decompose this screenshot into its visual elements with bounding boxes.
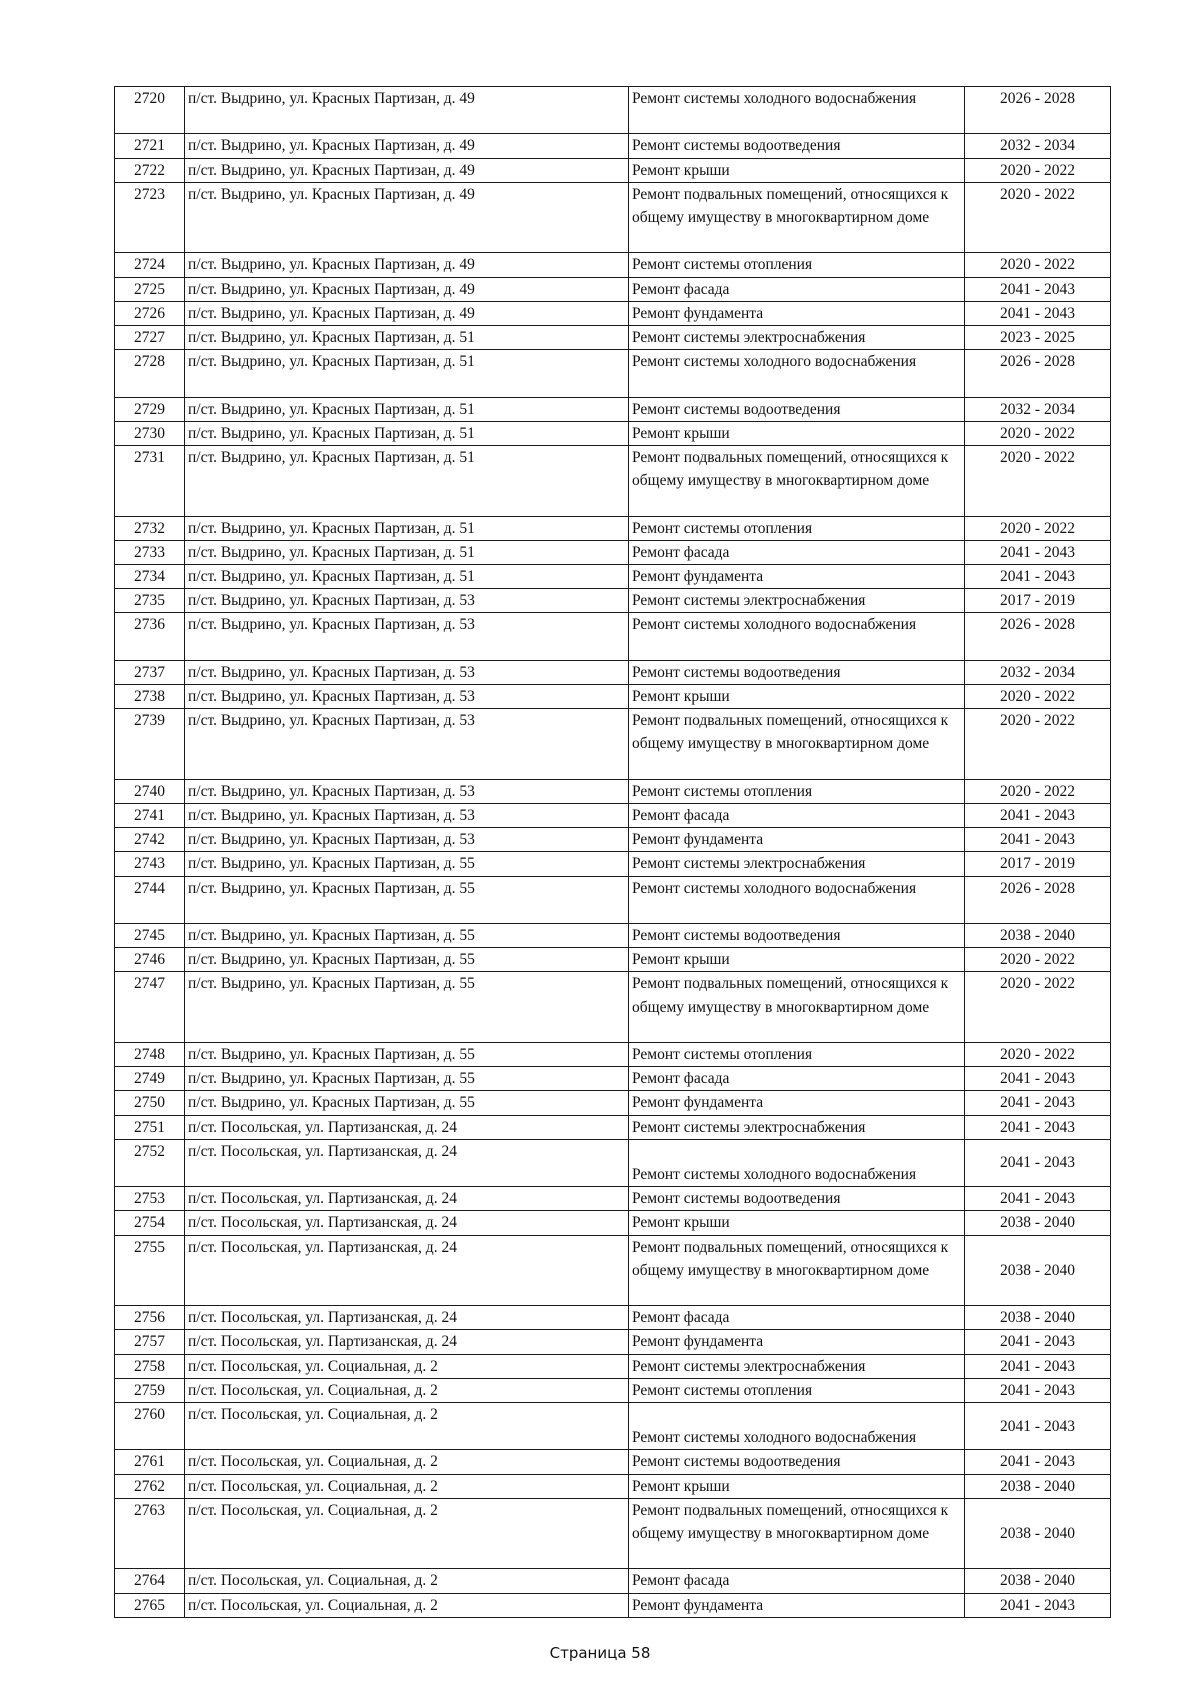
table-row [115, 948, 1111, 972]
work-type-cell: Ремонт подвальных помещений, относящихся к общему имуществу в многоквартирном доме [629, 182, 965, 253]
table-row [115, 1450, 1111, 1474]
address-cell: п/ст. Выдрино, ул. Красных Партизан, д. 49 [185, 277, 629, 301]
table-row [115, 1235, 1111, 1306]
address-cell: п/ст. Выдрино, ул. Красных Партизан, д. 53 [185, 709, 629, 780]
work-type-cell: Ремонт системы отопления [629, 253, 965, 277]
work-type-cell: Ремонт системы отопления [629, 779, 965, 803]
address-cell: п/ст. Посольская, ул. Социальная, д. 2 [185, 1378, 629, 1402]
period-cell: 2020 - 2022 [965, 516, 1111, 540]
work-type-cell: Ремонт системы водоотведения [629, 397, 965, 421]
table-row [115, 397, 1111, 421]
address-cell: п/ст. Посольская, ул. Партизанская, д. 24 [185, 1306, 629, 1330]
table-row [115, 253, 1111, 277]
table-row [115, 540, 1111, 564]
page-number: Страница 58 [549, 1644, 651, 1662]
address-cell: п/ст. Выдрино, ул. Красных Партизан, д. 51 [185, 397, 629, 421]
work-type-cell: Ремонт подвальных помещений, относящихся к общему имуществу в многоквартирном доме [629, 1235, 965, 1306]
work-type-cell: Ремонт системы отопления [629, 1043, 965, 1067]
address-cell: п/ст. Выдрино, ул. Красных Партизан, д. 55 [185, 1091, 629, 1115]
period-cell: 2032 - 2034 [965, 660, 1111, 684]
period-cell: 2026 - 2028 [965, 876, 1111, 923]
row-number-cell: 2762 [115, 1474, 185, 1498]
table-row [115, 1187, 1111, 1211]
work-type-cell: Ремонт системы холодного водоснабжения [629, 350, 965, 397]
work-type-cell: Ремонт системы электроснабжения [629, 326, 965, 350]
work-type-cell: Ремонт подвальных помещений, относящихся к общему имуществу в многоквартирном доме [629, 972, 965, 1043]
period-cell: 2041 - 2043 [965, 1139, 1111, 1186]
row-number-cell: 2763 [115, 1498, 185, 1569]
address-cell: п/ст. Выдрино, ул. Красных Партизан, д. 49 [185, 87, 629, 134]
row-number-cell: 2758 [115, 1354, 185, 1378]
table-row [115, 779, 1111, 803]
work-type-cell: Ремонт системы электроснабжения [629, 1115, 965, 1139]
work-type-cell: Ремонт крыши [629, 1211, 965, 1235]
address-cell: п/ст. Выдрино, ул. Красных Партизан, д. 55 [185, 972, 629, 1043]
table-row [115, 613, 1111, 660]
row-number-cell: 2736 [115, 613, 185, 660]
table-row [115, 1306, 1111, 1330]
row-number-cell: 2720 [115, 87, 185, 134]
work-type-cell: Ремонт фасада [629, 540, 965, 564]
row-number-cell: 2739 [115, 709, 185, 780]
period-cell: 2038 - 2040 [965, 1474, 1111, 1498]
row-number-cell: 2751 [115, 1115, 185, 1139]
work-type-cell: Ремонт системы холодного водоснабжения [629, 87, 965, 134]
row-number-cell: 2735 [115, 589, 185, 613]
work-type-cell: Ремонт системы электроснабжения [629, 589, 965, 613]
table-row [115, 972, 1111, 1043]
period-cell: 2038 - 2040 [965, 924, 1111, 948]
row-number-cell: 2760 [115, 1403, 185, 1450]
address-cell: п/ст. Посольская, ул. Социальная, д. 2 [185, 1403, 629, 1450]
work-type-cell: Ремонт системы электроснабжения [629, 852, 965, 876]
address-cell: п/ст. Посольская, ул. Партизанская, д. 24 [185, 1139, 629, 1186]
table-row [115, 828, 1111, 852]
address-cell: п/ст. Посольская, ул. Социальная, д. 2 [185, 1498, 629, 1569]
work-type-cell: Ремонт фундамента [629, 565, 965, 589]
row-number-cell: 2764 [115, 1569, 185, 1593]
table-row [115, 182, 1111, 253]
address-cell: п/ст. Выдрино, ул. Красных Партизан, д. 51 [185, 326, 629, 350]
row-number-cell: 2726 [115, 301, 185, 325]
period-cell: 2041 - 2043 [965, 1330, 1111, 1354]
address-cell: п/ст. Выдрино, ул. Красных Партизан, д. 53 [185, 828, 629, 852]
table-row [115, 277, 1111, 301]
period-cell: 2041 - 2043 [965, 1091, 1111, 1115]
row-number-cell: 2757 [115, 1330, 185, 1354]
work-type-cell: Ремонт крыши [629, 421, 965, 445]
table-row [115, 87, 1111, 134]
address-cell: п/ст. Выдрино, ул. Красных Партизан, д. 49 [185, 301, 629, 325]
table-row [115, 134, 1111, 158]
work-type-cell: Ремонт системы холодного водоснабжения [629, 876, 965, 923]
row-number-cell: 2732 [115, 516, 185, 540]
address-cell: п/ст. Посольская, ул. Партизанская, д. 24 [185, 1330, 629, 1354]
period-cell: 2041 - 2043 [965, 1187, 1111, 1211]
work-type-cell: Ремонт системы водоотведения [629, 1187, 965, 1211]
work-type-cell: Ремонт фасада [629, 804, 965, 828]
row-number-cell: 2753 [115, 1187, 185, 1211]
table-row [115, 709, 1111, 780]
table-row [115, 158, 1111, 182]
table-row [115, 1593, 1111, 1617]
row-number-cell: 2746 [115, 948, 185, 972]
row-number-cell: 2754 [115, 1211, 185, 1235]
table-row [115, 1474, 1111, 1498]
table-row [115, 1378, 1111, 1402]
row-number-cell: 2741 [115, 804, 185, 828]
period-cell: 2032 - 2034 [965, 134, 1111, 158]
table-row [115, 1067, 1111, 1091]
table-row [115, 516, 1111, 540]
row-number-cell: 2721 [115, 134, 185, 158]
works-table [114, 86, 1111, 1618]
period-cell: 2041 - 2043 [965, 804, 1111, 828]
row-number-cell: 2724 [115, 253, 185, 277]
period-cell: 2020 - 2022 [965, 972, 1111, 1043]
table-row [115, 1569, 1111, 1593]
address-cell: п/ст. Посольская, ул. Партизанская, д. 24 [185, 1211, 629, 1235]
table-row [115, 1091, 1111, 1115]
table-row [115, 1211, 1111, 1235]
row-number-cell: 2745 [115, 924, 185, 948]
period-cell: 2020 - 2022 [965, 446, 1111, 517]
period-cell: 2041 - 2043 [965, 301, 1111, 325]
address-cell: п/ст. Выдрино, ул. Красных Партизан, д. 49 [185, 134, 629, 158]
row-number-cell: 2765 [115, 1593, 185, 1617]
period-cell: 2020 - 2022 [965, 421, 1111, 445]
table-row [115, 660, 1111, 684]
work-type-cell: Ремонт фундамента [629, 301, 965, 325]
work-type-cell: Ремонт крыши [629, 1474, 965, 1498]
table-row [115, 1403, 1111, 1450]
address-cell: п/ст. Выдрино, ул. Красных Партизан, д. 55 [185, 1043, 629, 1067]
row-number-cell: 2752 [115, 1139, 185, 1186]
row-number-cell: 2728 [115, 350, 185, 397]
row-number-cell: 2747 [115, 972, 185, 1043]
period-cell: 2026 - 2028 [965, 350, 1111, 397]
row-number-cell: 2730 [115, 421, 185, 445]
row-number-cell: 2723 [115, 182, 185, 253]
table-row [115, 446, 1111, 517]
row-number-cell: 2743 [115, 852, 185, 876]
table-row [115, 326, 1111, 350]
work-type-cell: Ремонт фундамента [629, 828, 965, 852]
row-number-cell: 2734 [115, 565, 185, 589]
work-type-cell: Ремонт подвальных помещений, относящихся к общему имуществу в многоквартирном доме [629, 1498, 965, 1569]
period-cell: 2017 - 2019 [965, 589, 1111, 613]
work-type-cell: Ремонт системы отопления [629, 1378, 965, 1402]
period-cell: 2041 - 2043 [965, 1067, 1111, 1091]
row-number-cell: 2722 [115, 158, 185, 182]
address-cell: п/ст. Посольская, ул. Партизанская, д. 24 [185, 1115, 629, 1139]
table-row [115, 350, 1111, 397]
address-cell: п/ст. Посольская, ул. Социальная, д. 2 [185, 1569, 629, 1593]
address-cell: п/ст. Посольская, ул. Партизанская, д. 24 [185, 1187, 629, 1211]
address-cell: п/ст. Выдрино, ул. Красных Партизан, д. 51 [185, 446, 629, 517]
table-row [115, 301, 1111, 325]
row-number-cell: 2725 [115, 277, 185, 301]
period-cell: 2041 - 2043 [965, 1115, 1111, 1139]
address-cell: п/ст. Посольская, ул. Партизанская, д. 24 [185, 1235, 629, 1306]
address-cell: п/ст. Выдрино, ул. Красных Партизан, д. 53 [185, 804, 629, 828]
period-cell: 2041 - 2043 [965, 1450, 1111, 1474]
address-cell: п/ст. Выдрино, ул. Красных Партизан, д. 53 [185, 589, 629, 613]
row-number-cell: 2737 [115, 660, 185, 684]
work-type-cell: Ремонт фасада [629, 1569, 965, 1593]
address-cell: п/ст. Выдрино, ул. Красных Партизан, д. 53 [185, 685, 629, 709]
address-cell: п/ст. Выдрино, ул. Красных Партизан, д. 53 [185, 660, 629, 684]
period-cell: 2041 - 2043 [965, 1593, 1111, 1617]
row-number-cell: 2731 [115, 446, 185, 517]
address-cell: п/ст. Выдрино, ул. Красных Партизан, д. 49 [185, 253, 629, 277]
period-cell: 2038 - 2040 [965, 1235, 1111, 1306]
work-type-cell: Ремонт крыши [629, 158, 965, 182]
address-cell: п/ст. Выдрино, ул. Красных Партизан, д. 55 [185, 1067, 629, 1091]
table-row [115, 1115, 1111, 1139]
row-number-cell: 2729 [115, 397, 185, 421]
address-cell: п/ст. Выдрино, ул. Красных Партизан, д. 53 [185, 613, 629, 660]
work-type-cell: Ремонт крыши [629, 948, 965, 972]
work-type-cell: Ремонт фундамента [629, 1330, 965, 1354]
address-cell: п/ст. Выдрино, ул. Красных Партизан, д. 55 [185, 924, 629, 948]
work-type-cell: Ремонт системы электроснабжения [629, 1354, 965, 1378]
table-row [115, 685, 1111, 709]
work-type-cell: Ремонт системы отопления [629, 516, 965, 540]
period-cell: 2032 - 2034 [965, 397, 1111, 421]
address-cell: п/ст. Выдрино, ул. Красных Партизан, д. 53 [185, 779, 629, 803]
period-cell: 2020 - 2022 [965, 779, 1111, 803]
work-type-cell: Ремонт системы холодного водоснабжения [629, 1403, 965, 1450]
address-cell: п/ст. Посольская, ул. Социальная, д. 2 [185, 1474, 629, 1498]
period-cell: 2020 - 2022 [965, 948, 1111, 972]
row-number-cell: 2733 [115, 540, 185, 564]
work-type-cell: Ремонт системы водоотведения [629, 924, 965, 948]
work-type-cell: Ремонт системы водоотведения [629, 134, 965, 158]
period-cell: 2020 - 2022 [965, 1043, 1111, 1067]
period-cell: 2041 - 2043 [965, 277, 1111, 301]
period-cell: 2020 - 2022 [965, 253, 1111, 277]
row-number-cell: 2748 [115, 1043, 185, 1067]
work-type-cell: Ремонт фундамента [629, 1593, 965, 1617]
address-cell: п/ст. Выдрино, ул. Красных Партизан, д. 55 [185, 876, 629, 923]
work-type-cell: Ремонт фасада [629, 277, 965, 301]
row-number-cell: 2744 [115, 876, 185, 923]
table-body [115, 87, 1111, 1618]
work-type-cell: Ремонт системы холодного водоснабжения [629, 613, 965, 660]
table-row [115, 421, 1111, 445]
table-row [115, 876, 1111, 923]
table-row [115, 565, 1111, 589]
address-cell: п/ст. Выдрино, ул. Красных Партизан, д. 51 [185, 540, 629, 564]
table-row [115, 852, 1111, 876]
table-row [115, 1354, 1111, 1378]
row-number-cell: 2749 [115, 1067, 185, 1091]
table-row [115, 589, 1111, 613]
table-row [115, 804, 1111, 828]
row-number-cell: 2759 [115, 1378, 185, 1402]
table-row [115, 924, 1111, 948]
work-type-cell: Ремонт подвальных помещений, относящихся к общему имуществу в многоквартирном доме [629, 446, 965, 517]
row-number-cell: 2750 [115, 1091, 185, 1115]
address-cell: п/ст. Выдрино, ул. Красных Партизан, д. 51 [185, 421, 629, 445]
work-type-cell: Ремонт подвальных помещений, относящихся к общему имуществу в многоквартирном доме [629, 709, 965, 780]
work-type-cell: Ремонт системы водоотведения [629, 660, 965, 684]
table-row [115, 1498, 1111, 1569]
period-cell: 2038 - 2040 [965, 1306, 1111, 1330]
address-cell: п/ст. Посольская, ул. Социальная, д. 2 [185, 1354, 629, 1378]
row-number-cell: 2738 [115, 685, 185, 709]
work-type-cell: Ремонт фасада [629, 1306, 965, 1330]
period-cell: 2041 - 2043 [965, 828, 1111, 852]
period-cell: 2020 - 2022 [965, 709, 1111, 780]
period-cell: 2026 - 2028 [965, 613, 1111, 660]
work-type-cell: Ремонт фундамента [629, 1091, 965, 1115]
period-cell: 2041 - 2043 [965, 565, 1111, 589]
address-cell: п/ст. Выдрино, ул. Красных Партизан, д. 49 [185, 158, 629, 182]
period-cell: 2038 - 2040 [965, 1569, 1111, 1593]
table-row [115, 1330, 1111, 1354]
period-cell: 2041 - 2043 [965, 1354, 1111, 1378]
period-cell: 2020 - 2022 [965, 685, 1111, 709]
work-type-cell: Ремонт системы холодного водоснабжения [629, 1139, 965, 1186]
address-cell: п/ст. Посольская, ул. Социальная, д. 2 [185, 1450, 629, 1474]
period-cell: 2026 - 2028 [965, 87, 1111, 134]
address-cell: п/ст. Выдрино, ул. Красных Партизан, д. 51 [185, 565, 629, 589]
period-cell: 2020 - 2022 [965, 158, 1111, 182]
period-cell: 2038 - 2040 [965, 1498, 1111, 1569]
period-cell: 2041 - 2043 [965, 1378, 1111, 1402]
address-cell: п/ст. Выдрино, ул. Красных Партизан, д. 51 [185, 516, 629, 540]
row-number-cell: 2761 [115, 1450, 185, 1474]
address-cell: п/ст. Выдрино, ул. Красных Партизан, д. 55 [185, 948, 629, 972]
row-number-cell: 2727 [115, 326, 185, 350]
work-type-cell: Ремонт крыши [629, 685, 965, 709]
row-number-cell: 2740 [115, 779, 185, 803]
period-cell: 2017 - 2019 [965, 852, 1111, 876]
period-cell: 2041 - 2043 [965, 540, 1111, 564]
table-row [115, 1139, 1111, 1186]
row-number-cell: 2756 [115, 1306, 185, 1330]
period-cell: 2041 - 2043 [965, 1403, 1111, 1450]
period-cell: 2023 - 2025 [965, 326, 1111, 350]
address-cell: п/ст. Выдрино, ул. Красных Партизан, д. 49 [185, 182, 629, 253]
address-cell: п/ст. Выдрино, ул. Красных Партизан, д. 55 [185, 852, 629, 876]
work-type-cell: Ремонт фасада [629, 1067, 965, 1091]
address-cell: п/ст. Посольская, ул. Социальная, д. 2 [185, 1593, 629, 1617]
table-row [115, 1043, 1111, 1067]
row-number-cell: 2742 [115, 828, 185, 852]
address-cell: п/ст. Выдрино, ул. Красных Партизан, д. 51 [185, 350, 629, 397]
row-number-cell: 2755 [115, 1235, 185, 1306]
work-type-cell: Ремонт системы водоотведения [629, 1450, 965, 1474]
period-cell: 2038 - 2040 [965, 1211, 1111, 1235]
period-cell: 2020 - 2022 [965, 182, 1111, 253]
